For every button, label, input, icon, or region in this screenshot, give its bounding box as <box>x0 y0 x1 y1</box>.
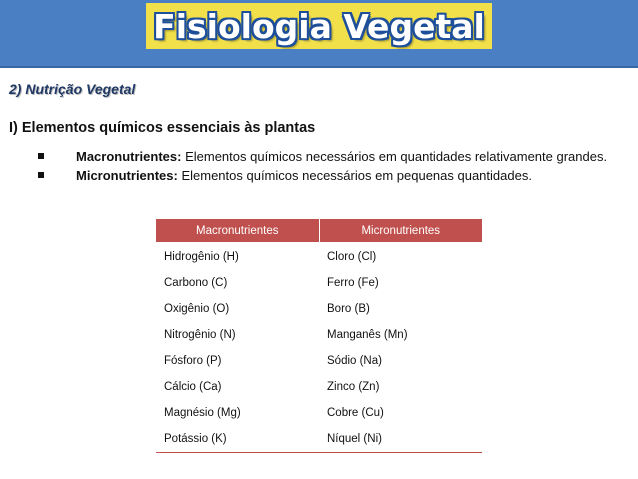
table-row <box>156 426 482 453</box>
micronutrient-cell: Cobre (Cu) <box>327 407 384 419</box>
section-title: 2) Nutrição Vegetal <box>9 81 136 97</box>
macronutrient-cell: Nitrogênio (N) <box>164 329 236 341</box>
table-row <box>156 400 482 426</box>
bullet-list <box>38 148 628 186</box>
macronutrient-cell: Magnésio (Mg) <box>164 407 241 419</box>
micronutrient-cell: Manganês (Mn) <box>327 329 408 341</box>
bullet-text: Elementos químicos necessários em quantidades relativamente grandes. <box>181 149 608 164</box>
micronutrient-cell: Sódio (Na) <box>327 355 382 367</box>
table-row <box>156 322 482 348</box>
micronutrient-cell: Níquel (Ni) <box>319 426 482 453</box>
table-header-row <box>156 219 482 243</box>
bullet-term: Micronutrientes: <box>76 168 178 183</box>
slide-title: Fisiologia Vegetal <box>153 6 485 46</box>
square-bullet-icon <box>38 153 44 159</box>
table-row <box>156 243 482 270</box>
title-bar <box>0 0 638 68</box>
micronutrient-cell: Cloro (Cl) <box>327 251 377 263</box>
macronutrient-cell: Cálcio (Ca) <box>164 381 222 393</box>
macronutrient-cell: Potássio (K) <box>156 426 319 453</box>
subheading: I) Elementos químicos essenciais às plantas <box>9 120 316 136</box>
bullet-term: Macronutrientes: <box>76 149 182 164</box>
micronutrient-cell: Zinco (Zn) <box>327 381 380 393</box>
nutrients-table <box>156 219 482 453</box>
micronutrient-cell: Boro (B) <box>327 303 370 315</box>
title-box <box>144 1 494 51</box>
macronutrient-cell: Oxigênio (O) <box>164 303 230 315</box>
square-bullet-icon <box>38 172 44 178</box>
table-row <box>156 270 482 296</box>
table-row <box>156 296 482 322</box>
bullet-item <box>38 167 628 185</box>
table-row <box>156 348 482 374</box>
macronutrient-cell: Carbono (C) <box>164 277 228 289</box>
column-header-macronutrients: Macronutrientes <box>156 219 319 243</box>
bullet-item <box>38 148 628 166</box>
macronutrient-cell: Fósforo (P) <box>164 355 222 367</box>
table-row <box>156 374 482 400</box>
macronutrient-cell: Hidrogênio (H) <box>164 251 239 263</box>
micronutrient-cell: Ferro (Fe) <box>327 277 379 289</box>
column-header-micronutrients: Micronutrientes <box>319 219 482 243</box>
bullet-text: Elementos químicos necessários em pequenas quantidades. <box>177 168 532 183</box>
